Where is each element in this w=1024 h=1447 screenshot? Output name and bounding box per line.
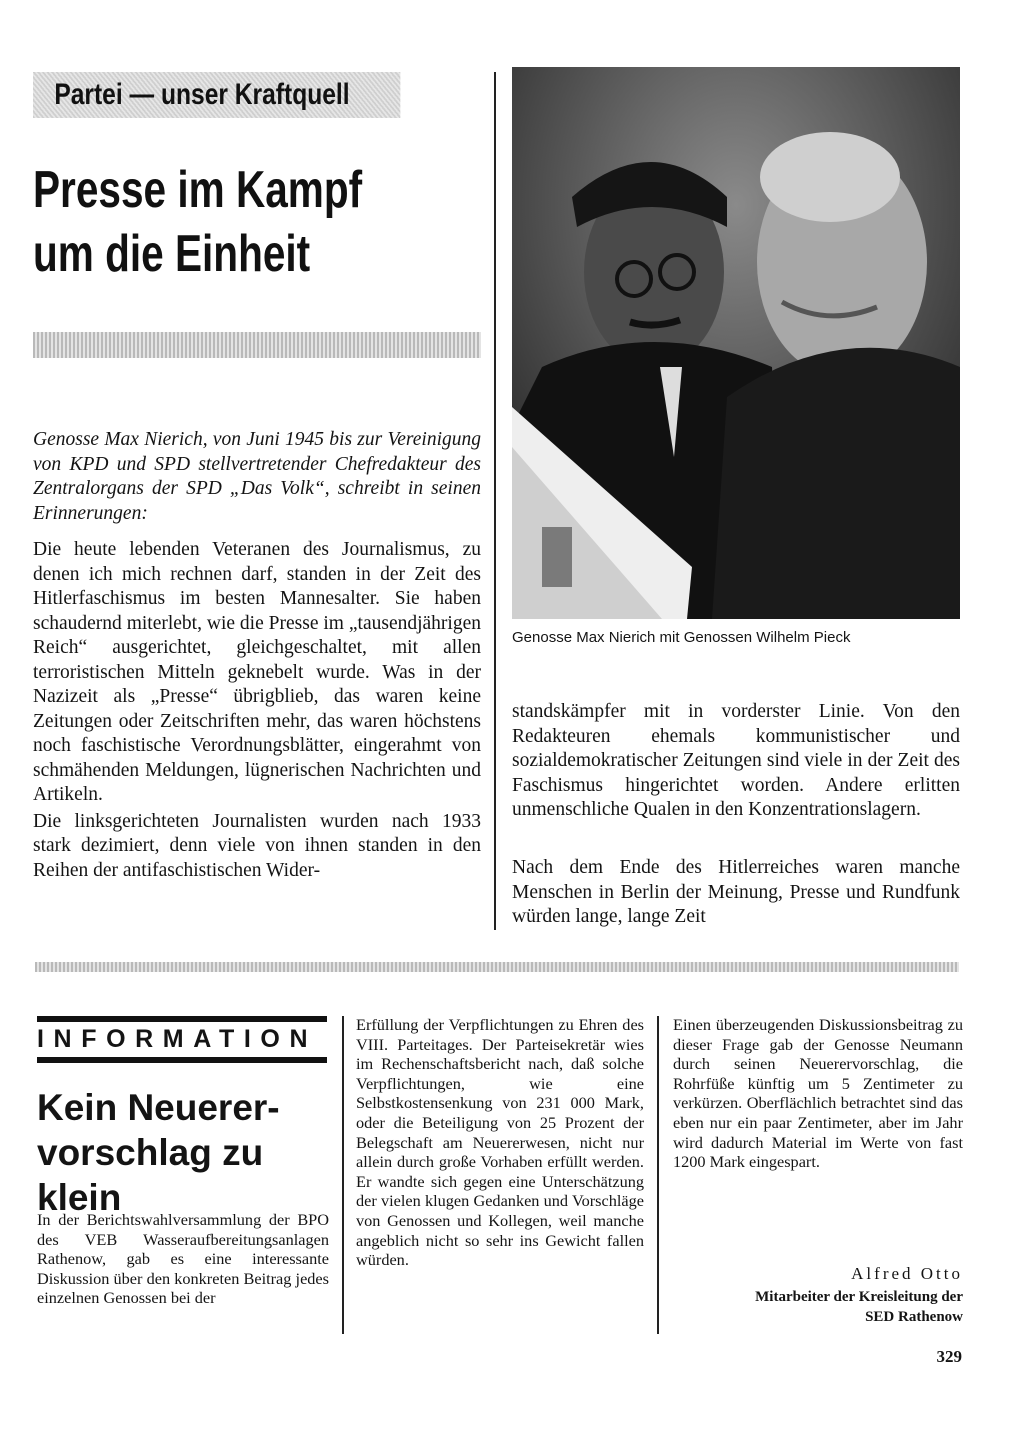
article-body-right <box>512 700 960 823</box>
article-body-right-2 <box>512 856 960 930</box>
author-role-line-1: Mitarbeiter der Kreisleitung der <box>755 1289 963 1305</box>
information-rule-bottom <box>37 1057 327 1063</box>
information-column-2: Erfüllung der Verpflichtungen zu Ehren des VIII. Parteitages. Der Parteisekretär wies im Rechenschaftsbericht nach, daß solche Verpflichtungen, wie eine Selbstkostensenkung von 231 000 Mark, oder die Beteiligung von 25 Prozent der Belegschaft am Neuererwesen, nicht nur allein durch große Vorhaben erfüllt werden. Er wandte sich gegen eine Unterschätzung der vielen klugen Gedanken und Vorschläge von Genossen und Kollegen, weil manche angeblich nicht so sehr ins Gewicht fallen würden. <box>356 1015 644 1270</box>
intro-paragraph: Genosse Max Nierich, von Juni 1945 bis zur Vereinigung von KPD und SPD stellvertretender Chefredakteur des Zentralorgans der SPD „Das Volk“, schreibt in seinen Erinnerungen: <box>33 429 481 524</box>
paragraph-3: standskämpfer mit in vorderster Linie. Von den Redakteuren ehemals kommunistischer und sozialdemokratischer Zeitungen sind viele in der Zeit des Faschismus hingerichtet worden. Andere erlitten unmenschliche Qualen in den Konzentrationslagern. <box>512 701 960 820</box>
headline-line-1: Presse im Kampf <box>33 161 363 219</box>
information-column-1: In der Berichtswahlversammlung der BPO des VEB Wasseraufbereitungsanlagen Rathenow, gab es eine interessante Diskussion über den konkreten Beitrag jedes einzelnen Genossen bei der <box>37 1210 329 1308</box>
author-role-line-2: SED Rathenow <box>865 1309 963 1325</box>
information-label: INFORMATION <box>37 1025 318 1053</box>
paragraph-2: Die linksgerichteten Journalisten wurden nach 1933 stark dezimiert, denn viele von ihnen standen in den Reihen der antifaschistischen Wider- <box>33 810 481 881</box>
section-kicker: Partei — unser Kraftquell <box>33 72 400 118</box>
paragraph-4: Nach dem Ende des Hitlerreiches waren manche Menschen in Berlin der Meinung, Presse und Rundfunk würden lange, lange Zeit <box>512 857 960 927</box>
photo-illustration <box>512 67 960 619</box>
author-name: Alfred Otto <box>851 1264 963 1283</box>
information-column-3: Einen überzeugenden Diskussionsbeitrag zu dieser Frage gab der Genosse Neumann durch seinen Neuerervorschlag, die Rohrfüße künftig um 5 Zentimeter zu verkürzen. Oberflächlich betrachtet sind das eben nur ein paar Zentimeter, aber im Jahr wird dadurch Material im Werte von fast 1200 Mark eingespart. <box>673 1015 963 1172</box>
decorative-band <box>33 332 481 358</box>
column-divider-2 <box>342 1016 344 1334</box>
article-headline <box>33 158 392 286</box>
photo-caption: Genosse Max Nierich mit Genossen Wilhelm Pieck <box>512 629 851 646</box>
article-intro <box>33 428 481 526</box>
article-photo <box>512 67 960 619</box>
headline-line-2: um die Einheit <box>33 225 311 283</box>
section-separator <box>35 962 959 972</box>
column-divider-3 <box>657 1016 659 1334</box>
author-role <box>673 1287 963 1327</box>
article-body-left <box>33 538 481 885</box>
information-title: Kein Neuerer-vorschlag zu klein <box>37 1087 280 1218</box>
page-number: 329 <box>936 1347 962 1366</box>
paragraph-1: Die heute lebenden Veteranen des Journalismus, zu denen ich mich rechnen darf, standen in der Zeit des Hitlerfaschismus im besten Mannesalter. Sie haben schaudernd miterlebt, wie die Presse im „tausendjährigen Reich“ ausgerichtet, gleichgeschaltet, mit allen terroristischen Mitteln geknebelt wurde. Was in der Nazizeit als „Presse“ übrigblieb, das waren keine Zeitungen oder Zeitschriften mehr, das waren höchstens noch faschistische Verordnungsblätter, eingerahmt von schmähenden Meldungen, lügnerischen Nachrichten und Artikeln. <box>33 539 481 805</box>
column-divider <box>494 72 496 930</box>
